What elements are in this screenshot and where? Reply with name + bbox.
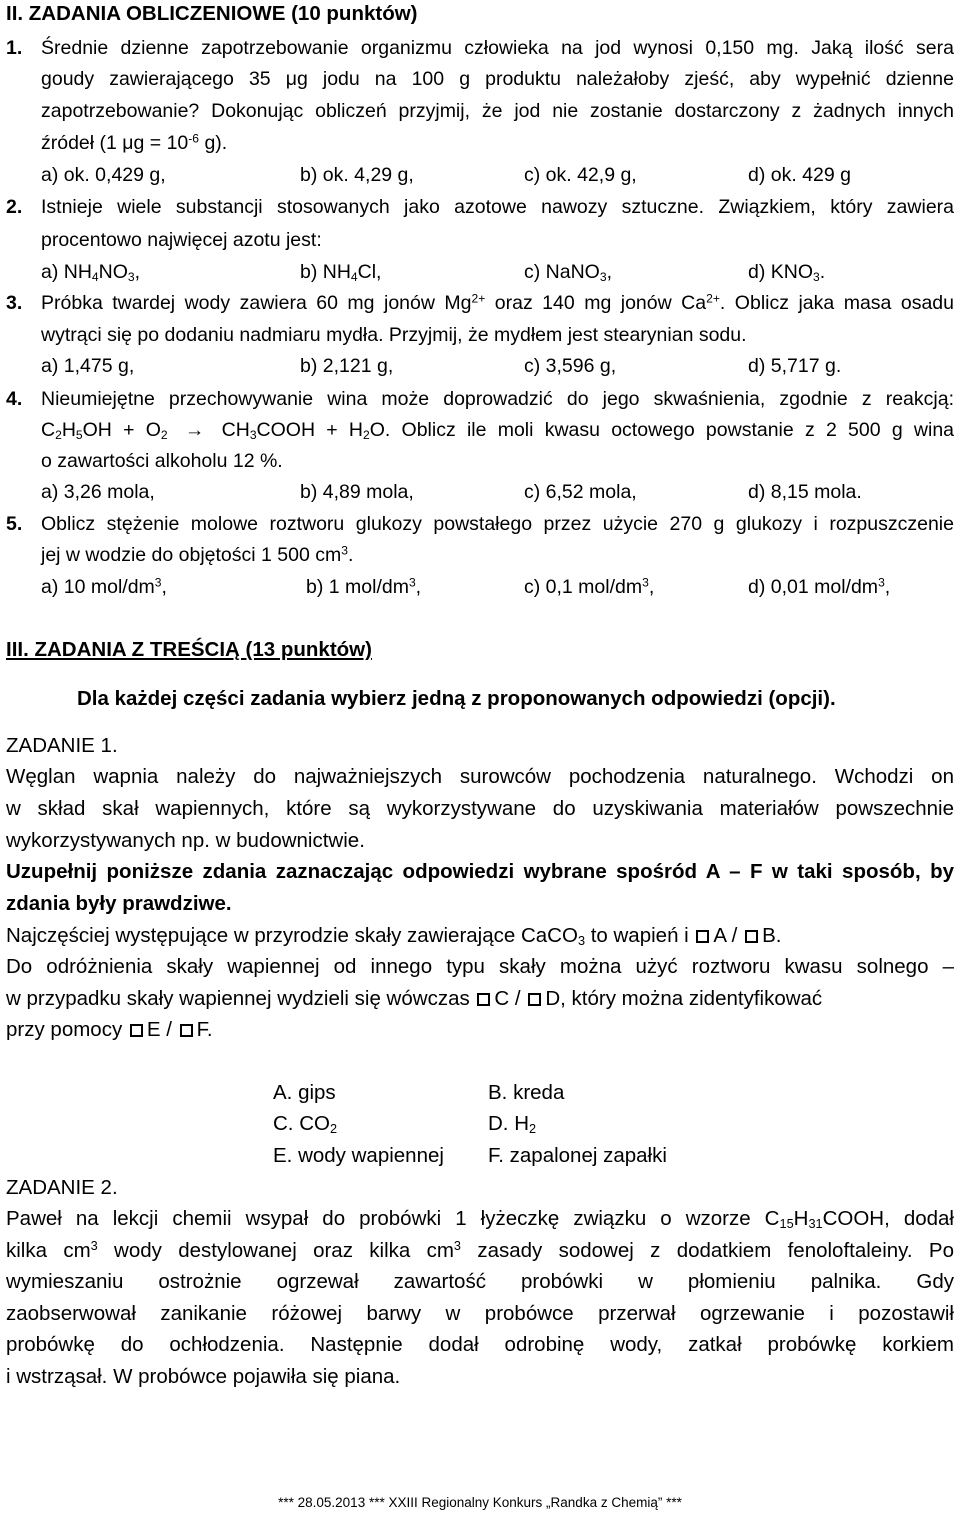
- answer-option-d: d) ok. 429 g: [748, 164, 851, 186]
- question-text: Średnie dzienne zapotrzebowanie organizmu człowieka na jod wynosi 0,150 mg. Jaką ilość sera: [41, 37, 954, 59]
- section-heading-calculation: II. ZADANIA OBLICZENIOWE (10 punktów): [6, 2, 418, 25]
- task-paragraph: w skład skał wapiennych, które są wykorzystywane do uzyskiwania materiałów powszechnie: [6, 797, 954, 820]
- task-title: ZADANIE 1.: [6, 734, 118, 757]
- question-number: 5.: [6, 513, 23, 535]
- task-paragraph: zaobserwował zanikanie różowej barwy w probówce przerwał ogrzewanie i pozostawił: [6, 1302, 954, 1325]
- task-instruction: Uzupełnij poniższe zdania zaznaczając odpowiedzi wybrane spośród A – F w taki sposób, by: [6, 860, 954, 883]
- answer-option-a: a) $NH_4NO_3$,: [41, 261, 141, 285]
- question-text: Oblicz stężenie molowe roztworu glukozy powstałego przez użycie 270 g glukozy i rozpuszczenie: [41, 513, 954, 535]
- answer-option-d: d) 8,15 mola.: [748, 481, 862, 503]
- answer-option-a: a) 1,475 g,: [41, 355, 135, 377]
- task-paragraph: i wstrząsał. W probówce pojawiła się piana.: [6, 1365, 401, 1388]
- answer-option-c: c) 6,52 mola,: [524, 481, 637, 503]
- option-a: A. gips: [273, 1081, 336, 1104]
- checkbox-b[interactable]: [745, 930, 758, 943]
- question-text: Próbka twardej wody zawiera 60 mg jonów $Mg^{2+}$ oraz 140 mg jonów $Ca^{2+}$. Oblicz jaka masa osadu: [41, 291, 954, 314]
- question-number: 4.: [6, 388, 23, 410]
- checkbox-d[interactable]: [528, 993, 541, 1006]
- answer-option-c: c) 0,1 mol/$dm^3$,: [524, 575, 655, 598]
- question-number: 2.: [6, 196, 23, 218]
- question-text: procentowo najwięcej azotu jest:: [41, 229, 322, 251]
- answer-option-b: b) ok. 4,29 g,: [300, 164, 414, 186]
- answer-option-c: c) NaNO$_3$,: [524, 261, 612, 285]
- question-text: Nieumiejętne przechowywanie wina może doprowadzić do jego skwaśnienia, zgodnie z reakcją:: [41, 388, 954, 410]
- fill-sentence: Do odróżnienia skały wapiennej od innego typu skały można użyć roztworu kwasu solnego –: [6, 955, 954, 978]
- checkbox-e[interactable]: [130, 1024, 143, 1037]
- question-text: goudy zawierającego 35 μg jodu na 100 g produktu należałoby zjeść, aby wypełnić dzienne: [41, 68, 954, 90]
- reaction-arrow-icon: →: [184, 419, 205, 441]
- task-paragraph: Węglan wapnia należy do najważniejszych surowców pochodzenia naturalnego. Wchodzi on: [6, 765, 954, 788]
- answer-option-d: d) $KNO_3$.: [748, 261, 826, 285]
- checkbox-f[interactable]: [180, 1024, 193, 1037]
- checkbox-a[interactable]: [696, 930, 709, 943]
- reaction-equation-line: $C_2H_5OH + O_2$ → $CH_3COOH + H_2O$. Oblicz ile moli kwasu octowego powstanie z 2 500 g wina: [41, 419, 955, 443]
- answer-option-c: c) 3,596 g,: [524, 355, 617, 377]
- question-text: Istnieje wiele substancji stosowanych jako azotowe nawozy sztuczne. Związkiem, który zawiera: [41, 196, 954, 218]
- task-paragraph: wykorzystywanych np. w budownictwie.: [6, 829, 365, 852]
- question-number: 3.: [6, 292, 23, 314]
- answer-option-a: a) ok. 0,429 g,: [41, 164, 166, 186]
- question-text: jej w wodzie do objętości 1 500 $cm^3$.: [41, 543, 354, 566]
- answer-option-b: b) 2,121 g,: [300, 355, 394, 377]
- answer-option-a: a) 3,26 mola,: [41, 481, 155, 503]
- question-text: o zawartości alkoholu 12 %.: [41, 450, 283, 472]
- answer-option-b: b) $NH_4Cl$,: [300, 261, 382, 285]
- option-e: E. wody wapiennej: [273, 1144, 444, 1167]
- answer-option-b: b) 4,89 mola,: [300, 481, 414, 503]
- question-text: zapotrzebowanie? Dokonując obliczeń przyjmij, że jod nie zostanie dostarczony z żadnych innych: [41, 100, 954, 122]
- option-b: B. kreda: [488, 1081, 565, 1104]
- task-paragraph: wymieszaniu ostrożnie ogrzewał zawartość probówki w płomieniu palnika. Gdy: [6, 1270, 954, 1293]
- answer-option-b: b) 1 mol/$dm^3$,: [306, 575, 422, 598]
- option-c: C. $CO_2$: [273, 1112, 338, 1137]
- task-instruction: zdania były prawdziwe.: [6, 892, 232, 915]
- answer-option-c: c) ok. 42,9 g,: [524, 164, 637, 186]
- option-f: F. zapalonej zapałki: [488, 1144, 667, 1167]
- page-footer: *** 28.05.2013 *** XXIII Regionalny Konkurs „Randka z Chemią” ***: [278, 1495, 682, 1510]
- question-text: źródeł (1 $\mu g = 10^{-6}$ g).: [41, 131, 228, 154]
- task-paragraph: kilka $cm^3$ wody destylowanej oraz kilka $cm^3$ zasady sodowej z dodatkiem fenoloftaleiny. Po: [6, 1238, 954, 1262]
- option-d: D. $H_2$: [488, 1112, 537, 1137]
- fill-sentence: w przypadku skały wapiennej wydzieli się wówczas C / D, który można zidentyfikować: [6, 987, 823, 1010]
- answer-option-d: d) 5,717 g.: [748, 355, 842, 377]
- section-heading-problems: III. ZADANIA Z TREŚCIĄ (13 punktów): [6, 638, 372, 661]
- fill-sentence: Najczęściej występujące w przyrodzie skały zawierające CaCO$_3$ to wapień i A / B.: [6, 924, 782, 949]
- task-title: ZADANIE 2.: [6, 1176, 118, 1199]
- checkbox-c[interactable]: [477, 993, 490, 1006]
- question-text: wytrąci się po dodaniu nadmiaru mydła. Przyjmij, że mydłem jest stearynian sodu.: [41, 324, 747, 346]
- task-paragraph: Paweł na lekcji chemii wsypał do probówki 1 łyżeczkę związku o wzorze $C_{15}H_{31}COOH$, dodał: [6, 1207, 954, 1232]
- question-number: 1.: [6, 37, 23, 59]
- fill-sentence: przy pomocy E / F.: [6, 1018, 213, 1041]
- answer-option-a: a) 10 mol/$dm^3$,: [41, 575, 167, 598]
- instruction-text: Dla każdej części zadania wybierz jedną z proponowanych odpowiedzi (opcji).: [77, 687, 836, 710]
- answer-option-d: d) 0,01 mol/$dm^3$,: [748, 575, 891, 598]
- task-paragraph: probówkę do ochłodzenia. Następnie dodał odrobinę wody, zatkał probówkę korkiem: [6, 1333, 954, 1356]
